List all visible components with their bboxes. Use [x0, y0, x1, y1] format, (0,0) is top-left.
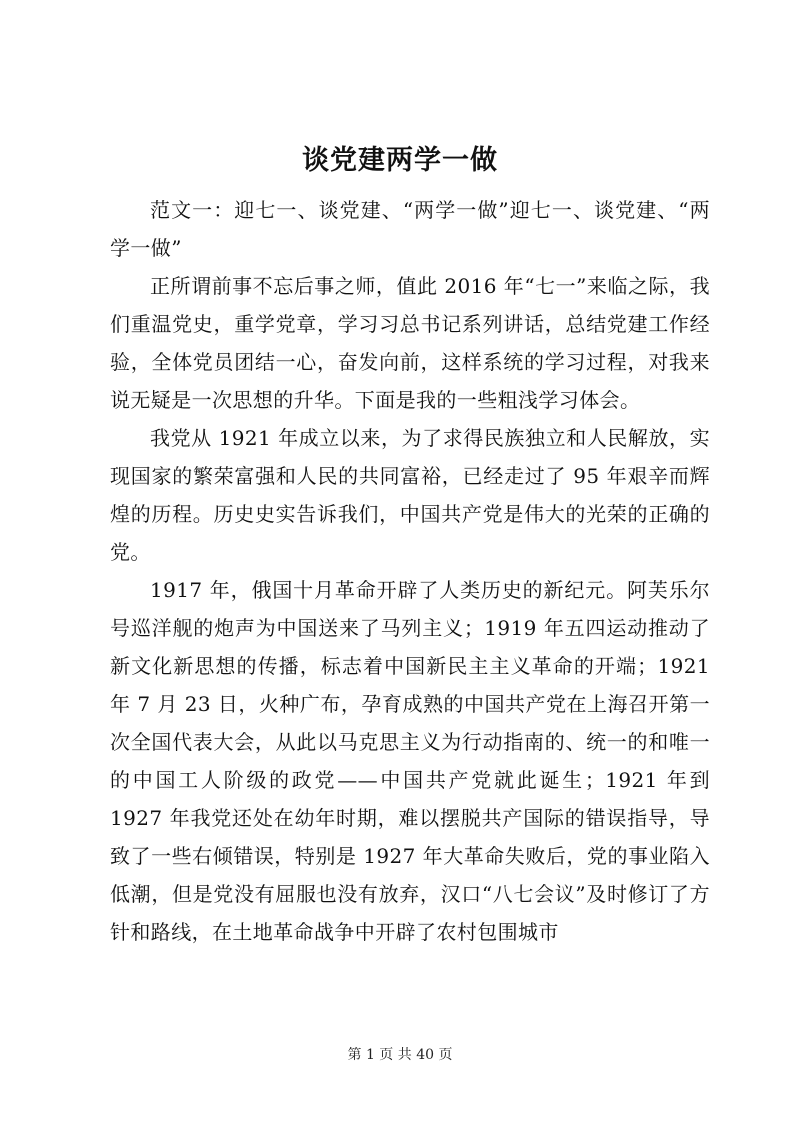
paragraph-revolution: 1917 年，俄国十月革命开辟了人类历史的新纪元。阿芙乐尔号巡洋舰的炮声为中国送来了马列主义；1919 年五四运动推动了新文化新思想的传播，标志着中国新民主主义革命的开端；1921 年 7 月 23 日，火种广布，孕育成熟的中国共产党在上海召开第一次全国代表大会，从此以马克思主义为行动指南的、统一的和唯一的中国工人阶级的政党——中国共产党就此诞生；1921 年到 1927 年我党还处在幼年时期，难以摆脱共产国际的错误指导，导致了一些右倾错误，特别是 1927 年大革命失败后，党的事业陷入低潮，但是党没有屈服也没有放弃，汉口“八七会议”及时修订了方针和路线，在土地革命战争中开辟了农村包围城市	[110, 578, 710, 944]
document-title: 谈党建两学一做	[302, 145, 498, 176]
paragraph-intro: 正所谓前事不忘后事之师，值此 2016 年“七一”来临之际，我们重温党史，重学党章，学习习总书记系列讲话，总结党建工作经验，全体党员团结一心，奋发向前，这样系统的学习过程，对我来说无疑是一次思想的升华。下面是我的一些粗浅学习体会。	[110, 274, 710, 412]
paragraph-party-history: 我党从 1921 年成立以来，为了求得民族独立和人民解放，实现国家的繁荣富强和人民的共同富裕，已经走过了 95 年艰辛而辉煌的历程。历史史实告诉我们，中国共产党是伟大的光荣的正确的党。	[110, 426, 710, 564]
paragraph-sample-heading: 范文一：迎七一、谈党建、“两学一做”迎七一、谈党建、“两学一做”	[110, 198, 710, 260]
document-body	[110, 191, 710, 951]
page-number-footer: 第 1 页 共 40 页	[347, 1047, 453, 1063]
